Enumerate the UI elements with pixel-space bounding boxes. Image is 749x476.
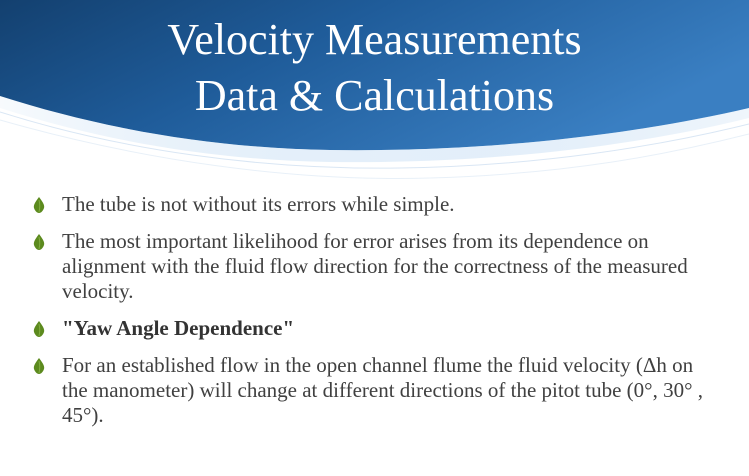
green-leaf-icon <box>32 234 46 250</box>
bullet-list <box>32 192 722 428</box>
bullet-item <box>32 353 722 428</box>
bullet-item <box>32 229 722 304</box>
slide-title-line-2: Data & Calculations <box>194 71 555 120</box>
green-leaf-icon <box>32 321 46 337</box>
bullet-text: The most important likelihood for error arises from its dependence on alignment with the fluid flow direction for the correctness of the measured velocity. <box>62 229 688 303</box>
bullet-text-bold: "Yaw Angle Dependence" <box>62 316 295 340</box>
bullet-item <box>32 316 722 341</box>
bullet-item <box>32 192 722 217</box>
green-leaf-icon <box>32 358 46 374</box>
slide-title <box>0 12 749 124</box>
green-leaf-icon <box>32 197 46 213</box>
bullet-text: The tube is not without its errors while simple. <box>62 192 455 216</box>
slide-title-line-1: Velocity Measurements <box>167 15 582 64</box>
bullet-text: For an established flow in the open channel flume the fluid velocity (Δh on the manometer) will change at different directions of the pitot tube (0°, 30° , 45°). <box>62 353 703 427</box>
